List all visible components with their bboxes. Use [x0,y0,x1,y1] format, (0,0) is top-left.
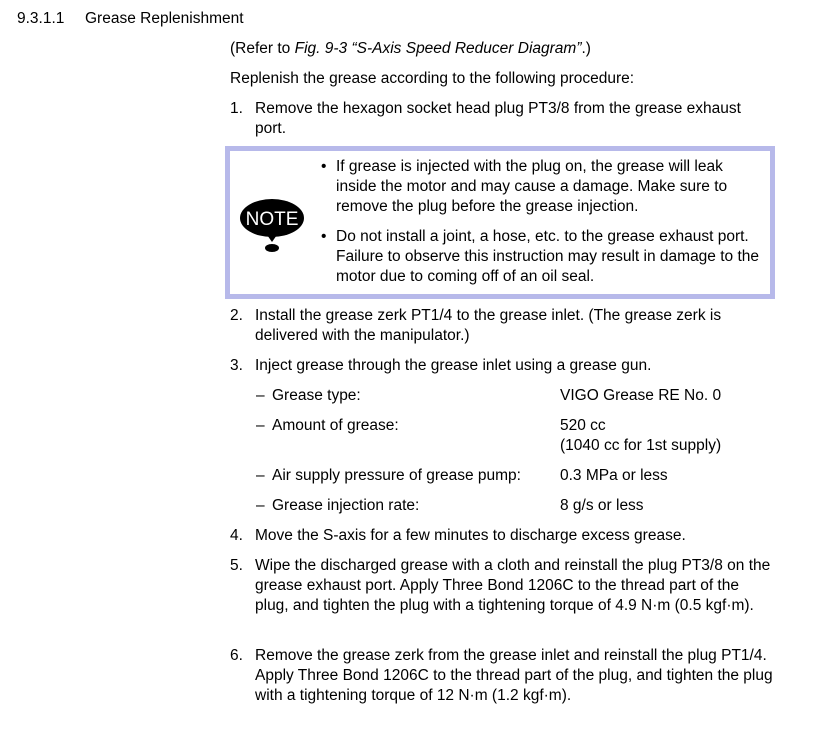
note-icon [239,194,305,260]
step-6-number: 6. [230,647,243,664]
spec-amount-value-note: (1040 cc for 1st supply) [560,437,722,454]
spec-grease-type-value: VIGO Grease RE No. 0 [560,387,722,404]
spec-rate-label: Grease injection rate: [272,497,420,514]
spec-amount-label: Amount of grease: [272,417,399,434]
ref-title: “S-Axis Speed Reducer Diagram” [347,40,582,57]
step-6-text: Remove the grease zerk from the grease inlet and reinstall the plug PT1/4. Apply Three Bond 1206C to the thread part of the plug, and tighten the plug with a tightening torque of 12 N·m (1.2 kgf·m). [255,647,773,704]
note-bullet-1-text: If grease is injected with the plug on, the grease will leak inside the motor and may cause a damage. Make sure to remove the plug before the grease injection. [336,158,728,215]
spec-pressure-label: Air supply pressure of grease pump: [272,467,521,484]
step-3-text: Inject grease through the grease inlet using a grease gun. [255,357,652,374]
step-2-text: Install the grease zerk PT1/4 to the grease inlet. (The grease zerk is delivered with the manipulator.) [255,307,722,344]
step-3-number: 3. [230,357,243,374]
step-2-number: 2. [230,307,243,324]
spec-dash: – [256,387,265,404]
ref-prefix: (Refer to [230,40,295,57]
note-bullet-2 [321,227,761,287]
intro-text: Replenish the grease according to the following procedure: [230,70,635,87]
spec-rate-value: 8 g/s or less [560,497,644,514]
figure-reference [230,39,591,59]
spec-grease-type-label: Grease type: [272,387,361,404]
section-title: Grease Replenishment [85,10,244,27]
step-1-text: Remove the hexagon socket head plug PT3/8 from the grease exhaust port. [255,100,741,137]
spec-pressure-value: 0.3 MPa or less [560,467,668,484]
note-bullet-2-text: Do not install a joint, a hose, etc. to the grease exhaust port. Failure to observe this instruction may result in damage to the motor due to coming off of an oil seal. [336,228,760,285]
ref-fig: Fig. 9-3 [294,40,348,57]
spec-dash: – [256,467,265,484]
bullet-dot: • [321,228,327,245]
spec-dash: – [256,417,265,434]
note-icon-label: NOTE [245,209,299,230]
step-1-number: 1. [230,100,243,117]
step-4-number: 4. [230,527,243,544]
note-bullet-1 [321,157,761,217]
section-number: 9.3.1.1 [17,10,65,27]
note-box [225,146,775,299]
step-4-text: Move the S-axis for a few minutes to discharge excess grease. [255,527,686,544]
bullet-dot: • [321,158,327,175]
spec-dash: – [256,497,265,514]
step-5-text: Wipe the discharged grease with a cloth and reinstall the plug PT3/8 on the grease exhaust port. Apply Three Bond 1206C to the thread part of the plug, and tighten the plug with a tightening torque of 4.9 N·m (0.5 kgf·m). [255,557,771,614]
step-5-number: 5. [230,557,243,574]
spec-amount-value: 520 cc [560,417,606,434]
ref-suffix: .) [581,40,591,57]
